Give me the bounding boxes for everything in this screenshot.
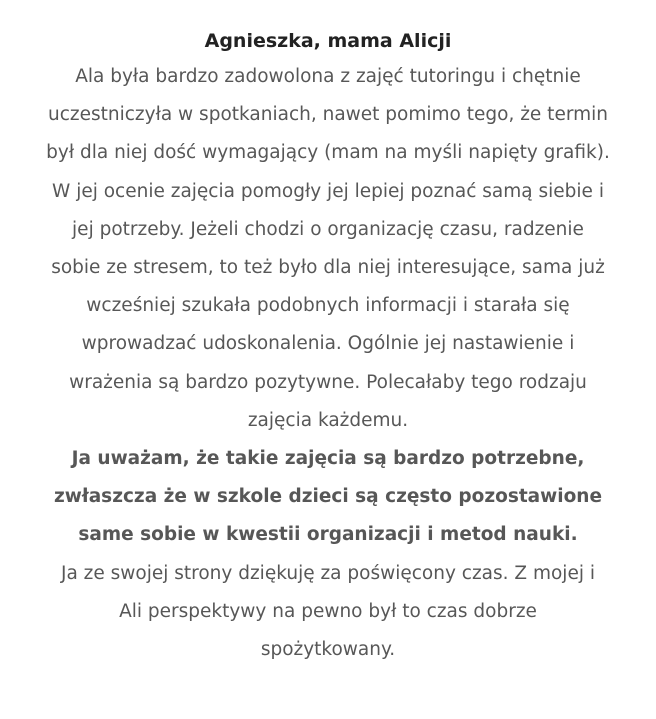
text-line: wcześniej szukała podobnych informacji i starała się xyxy=(86,295,570,317)
text-line: jej potrzeby. Jeżeli chodzi o organizację czasu, radzenie xyxy=(72,218,584,240)
testimonial-author: Agnieszka, mama Alicji xyxy=(204,30,452,52)
text-line: Ala była bardzo zadowolona z zajęć tutoringu i chętnie xyxy=(75,66,581,87)
bold-text-line: zwłaszcza że w szkole dzieci są często pozostawione xyxy=(53,486,603,508)
text-line: Ali perspektywy na pewno był to czas dobrze xyxy=(119,600,537,622)
text-line: W jej ocenie zajęcia pomogły jej lepiej poznać samą siebie i xyxy=(52,180,604,202)
bold-text-line: Ja uważam, że takie zajęcia są bardzo potrzebne, xyxy=(71,448,585,470)
testimonial-text xyxy=(28,58,628,669)
text-line: sobie ze stresem, to też było dla niej interesujące, sama już xyxy=(51,257,605,279)
text-line: Ja ze swojej strony dziękuję za poświęcony czas. Z mojej i xyxy=(60,562,595,584)
text-line: spożytkowany. xyxy=(260,639,396,661)
text-line: zajęcia każdemu. xyxy=(247,409,409,431)
text-line: uczestniczyła w spotkaniach, nawet pomimo tego, że termin xyxy=(48,104,608,126)
text-line: wrażenia są bardzo pozytywne. Polecałaby tego rodzaju xyxy=(69,371,587,393)
bold-text-line: same sobie w kwestii organizacji i metod nauki. xyxy=(78,524,578,546)
text-line: był dla niej dość wymagający (mam na myśli napięty grafik). xyxy=(46,142,610,164)
text-line: wprowadzać udoskonalenia. Ogólnie jej nastawienie i xyxy=(81,333,575,355)
